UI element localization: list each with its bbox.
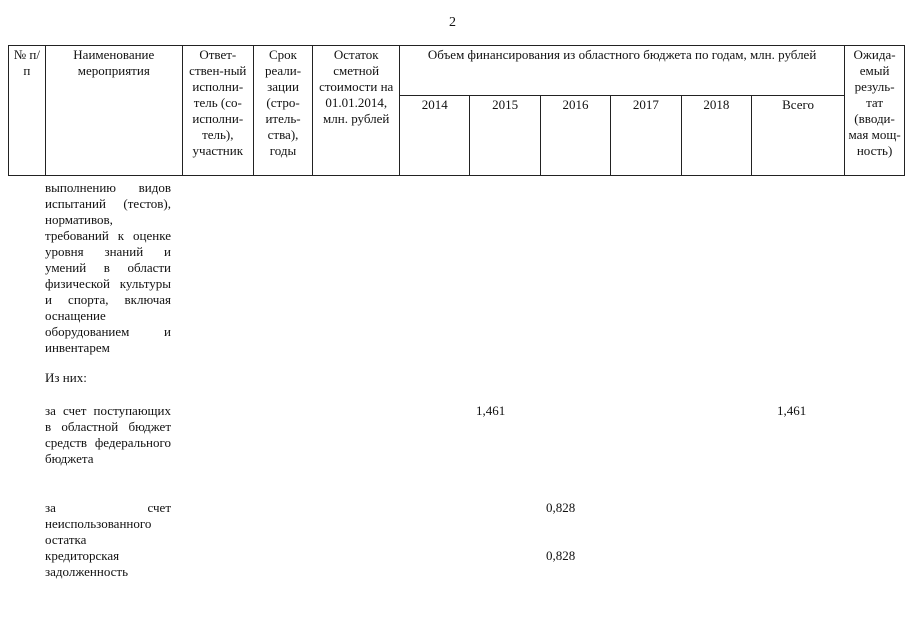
page-number: 2 [449,15,456,30]
value-total: 1,461 [777,403,807,418]
row-text: за счет поступающих в областной бюджет средств федерального бюджета [45,403,171,466]
col-rest-header: Остаток сметной стоимости на 01.01.2014, млн. рублей [313,46,400,176]
col-name-header: Наименование мероприятия [45,46,182,176]
row-text: выполнению видов испытаний (тестов), нормативов, требований к оценке уровня знаний и умений в области физической культуры и спорта, включая оснащение оборудованием и инвентарем [45,180,171,355]
row-text: кредиторская задолженность [45,548,129,579]
col-term-header: Срок реали-зации (стро-итель-ства), годы [253,46,313,176]
year-header: 2018 [681,96,751,176]
col-result-header: Ожида-емый резуль-тат (вводи-мая мощ-ность) [845,46,905,176]
year-header: 2015 [470,96,540,176]
total-header: Всего [752,96,845,176]
col-fin-header: Объем финансирования из областного бюджета по годам, млн. рублей [400,46,845,96]
col-exec-header: Ответ-ствен-ный исполни-тель (со-исполни-тель), участник [182,46,253,176]
year-header: 2016 [540,96,610,176]
value-2016: 0,828 [546,548,576,563]
col-num-header: № п/п [9,46,46,176]
year-header: 2014 [400,96,470,176]
value-2016: 0,828 [546,500,576,515]
row-text: Из них: [45,370,87,385]
year-header: 2017 [611,96,681,176]
header-table [8,45,905,176]
value-2015: 1,461 [476,403,506,418]
row-text: за счет неиспользованного остатка [45,500,171,547]
